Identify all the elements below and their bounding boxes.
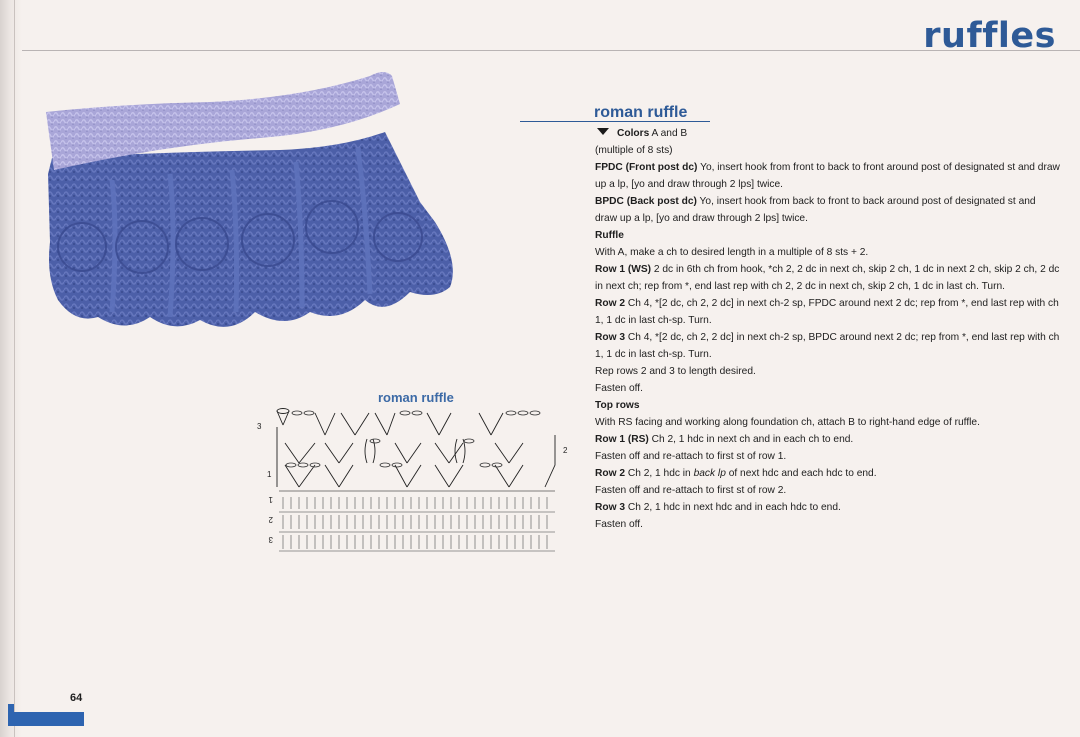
top-row2-text-b: of next hdc and each hdc to end. [728,468,877,479]
row3-text: Ch 4, *[2 dc, ch 2, 2 dc] in next ch-2 sp, BPDC around next 2 dc; rep from *, end last rep with ch 1, 1 dc in last ch-sp. Turn. [595,332,1060,360]
top-row3-text: Ch 2, 1 hdc in next hdc and in each hdc to end. [627,502,841,513]
bpdc-text: Yo, insert hook from back to front to back around post of designated st and draw up a lp, [yo and draw through 2 lps] twice. [595,196,1036,224]
page-number: 64 [70,692,83,704]
triangle-bullet-icon [597,128,609,135]
top-row3-label: Row 3 [595,502,626,513]
top-row2-label: Row 2 [595,468,626,479]
chart-row-marker: 2 [563,446,568,455]
top-rows-heading-text: Top rows [595,400,640,411]
section-title: ruffles [923,16,1056,56]
fasten-off-line: Fasten off. [595,383,643,394]
chart-row-marker: 3 [257,422,262,431]
top-row1-text: Ch 2, 1 hdc in next ch and in each ch to end. [651,434,854,445]
top-row2-instruction [595,465,1060,482]
row2-text: Ch 4, *[2 dc, ch 2, 2 dc] in next ch-2 sp, FPDC around next 2 dc; rep from *, end last rep with ch 1, 1 dc in last ch-sp. Turn. [595,298,1059,326]
top-row2-text-a: Ch 2, 1 hdc in [627,468,691,479]
header-rule [22,50,1080,51]
book-spine [0,0,22,737]
pattern-title: roman ruffle [594,104,688,121]
top-row2-after: Fasten off and re-attach to first st of row 2. [595,485,787,496]
ruffle-intro: With A, make a ch to desired length in a multiple of 8 sts + 2. [595,247,869,258]
final-fasten-off-line: Fasten off. [595,519,643,530]
row1-text: 2 dc in 6th ch from hook, *ch 2, 2 dc in next ch, skip 2 ch, 1 dc in next 2 ch, skip 2 ch, 2 dc in next ch; rep from *, end last rep with ch 2, 2 dc in next ch, skip 2 ch, 1 dc in last ch. Turn. [595,264,1060,292]
row3-label: Row 3 [595,332,626,343]
top-row1-after: Fasten off and re-attach to first st of row 1. [595,451,787,462]
chart-row-marker: 1 [267,470,272,479]
row1-instruction [595,261,1060,295]
repeat-line: Rep rows 2 and 3 to length desired. [595,366,756,377]
chart-foundation-marker: 1 [268,495,273,504]
colors-line [595,125,1060,142]
colors-value: A and B [651,128,688,139]
fpdc-label: FPDC (Front post dc) [595,162,698,173]
fpdc-text: Yo, insert hook from front to back to front around post of designated st and draw up a lp, [yo and draw through 2 lps] twice. [595,162,1060,190]
swatch-photo [40,62,460,342]
pattern-instructions [595,125,1060,533]
top-row1-label: Row 1 (RS) [595,434,649,445]
fpdc-definition [595,159,1060,193]
top-row2-text-em: back lp [693,468,726,479]
chart-foundation-marker: 3 [268,535,273,544]
multiple-line: (multiple of 8 sts) [595,145,673,156]
chart-title: roman ruffle [378,390,454,405]
bpdc-label: BPDC (Back post dc) [595,196,697,207]
top-rows-intro: With RS facing and working along foundation ch, attach B to right-hand edge of ruffle. [595,417,980,428]
stitch-chart [255,405,575,560]
row3-instruction [595,329,1060,363]
colors-label: Colors [617,128,650,139]
ruffle-heading [595,227,1060,244]
top-row3-instruction [595,499,1060,516]
row1-label: Row 1 (WS) [595,264,652,275]
top-rows-heading [595,397,1060,414]
top-row1-instruction [595,431,1060,448]
row2-instruction [595,295,1060,329]
spine-line [14,0,15,737]
bpdc-definition [595,193,1060,227]
ruffle-heading-text: Ruffle [595,230,624,241]
row2-label: Row 2 [595,298,626,309]
chart-foundation-marker: 2 [268,515,273,524]
page-tab-bar [8,712,84,726]
